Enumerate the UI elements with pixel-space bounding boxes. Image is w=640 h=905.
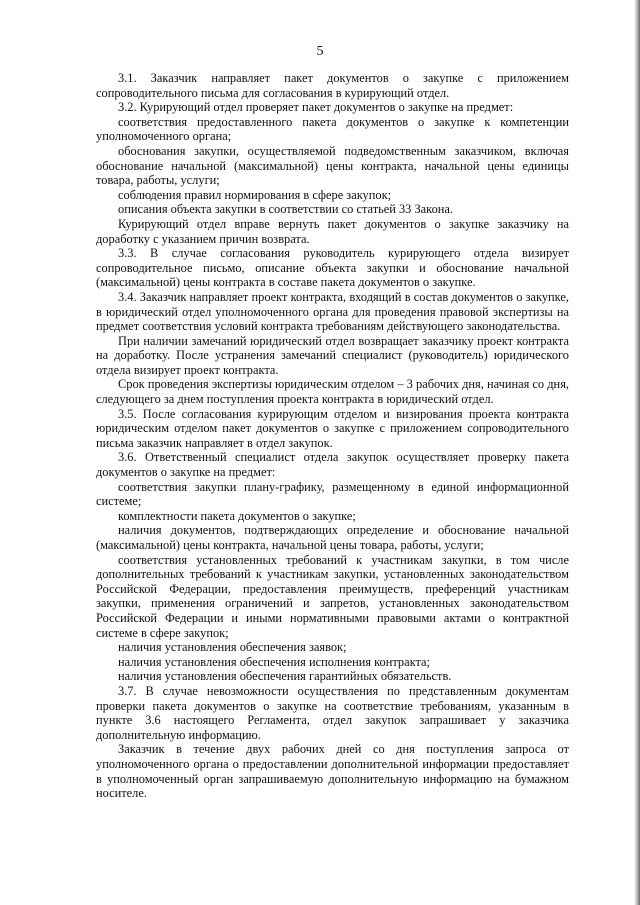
paragraph-3-5: 3.5. После согласования курирующим отделом и визирования проекта контракта юридическим отделом пакет документов о закупке с приложением сопроводительного письма заказчик направляет в отдел закупок. (96, 406, 569, 450)
check-item-rationing: соблюдения правил нормирования в сфере закупок; (118, 187, 392, 202)
paragraph-3-1: 3.1. Заказчик направляет пакет документов о закупке с приложением сопроводительного письма для согласования в курирующий отдел. (96, 71, 569, 100)
check-item-contract-security: наличия установления обеспечения исполнения контракта; (118, 654, 430, 669)
paragraph-3-6: 3.6. Ответственный специалист отдела закупок осуществляет проверку пакета документов о закупке на предмет: (96, 450, 569, 480)
paragraph-3-4: 3.4. Заказчик направляет проект контракта, входящий в состав документов о закупке, в юридический отдел уполномоченного органа для проведения правовой экспертизы на предмет соответствия условий контракта требованиям действующего законодательства. (96, 289, 569, 334)
check-item-description: описания объекта закупки в соответствии со статьей 33 Закона. (118, 202, 453, 217)
paragraph-3-2: 3.2. Курирующий отдел проверяет пакет документов о закупке на предмет: (118, 100, 514, 115)
paragraph-3-7: 3.7. В случае невозможности осуществления по представленным документам проверки пакета документов о закупке на соответствие требованиям, указанным в пункте 3.6 настоящего Регламента, отдел закупок запрашивает у заказчика дополнительную информацию. (96, 683, 569, 742)
paragraph-remarks: При наличии замечаний юридический отдел возвращает заказчику проект контракта на доработку. После устранения замечаний специалист (руководитель) юридического отдела визирует проект контракта. (96, 333, 569, 377)
check-item-justification: обоснования закупки, осуществляемой подведомственным заказчиком, включая обоснование начальной (максимальной) цены контракта, начальной цены единицы товара, работы, услуги; (96, 143, 569, 188)
paragraph-return: Курирующий отдел вправе вернуть пакет документов о закупке заказчику на доработку с указанием причин возврата. (96, 216, 569, 246)
check-item-bid-security: наличия установления обеспечения заявок; (118, 640, 347, 655)
check-item-schedule: соответствия закупки плану-графику, размещенному в единой информационной системе; (96, 479, 569, 509)
check-item-requirements: соответствия установленных требований к участникам закупки, в том числе дополнительных требований к участникам закупки, установленных законодательством Российской Федерации, предоставления преимуществ, преференций участникам закупки, применения ограничений и запретов, установленных законодательством Российской Федерации и иными нормативными правовыми актами о контрактной системе в сфере закупок; (96, 552, 569, 640)
paragraph-review-term: Срок проведения экспертизы юридическим отделом – 3 рабочих дня, начиная со дня, следующего за днем поступления проекта контракта в юридический отдел. (96, 377, 569, 407)
document-body (96, 71, 569, 801)
paragraph-customer-response: Заказчик в течение двух рабочих дней со дня поступления запроса от уполномоченного органа о предоставлении дополнительной информации предоставляет в уполномоченный орган запрашиваемую дополнительную информацию на бумажном носителе. (96, 742, 569, 801)
check-item-price-docs: наличия документов, подтверждающих определение и обоснование начальной (максимальной) цены контракта, начальной цены товара, работы, услуги; (96, 523, 569, 552)
paragraph-3-3: 3.3. В случае согласования руководитель курирующего отдела визирует сопроводительное письмо, описание объекта закупки и обоснование начальной (максимальной) цены контракта в составе пакета документов о закупке. (96, 246, 569, 290)
scan-edge-shadow (634, 0, 640, 905)
check-item-completeness: комплектности пакета документов о закупке; (118, 508, 356, 523)
page-number: 5 (316, 44, 324, 59)
check-item-warranty-security: наличия установления обеспечения гарантийных обязательств. (118, 669, 452, 684)
check-item-competence: соответствия предоставленного пакета документов о закупке к компетенции уполномоченного органа; (96, 114, 569, 144)
